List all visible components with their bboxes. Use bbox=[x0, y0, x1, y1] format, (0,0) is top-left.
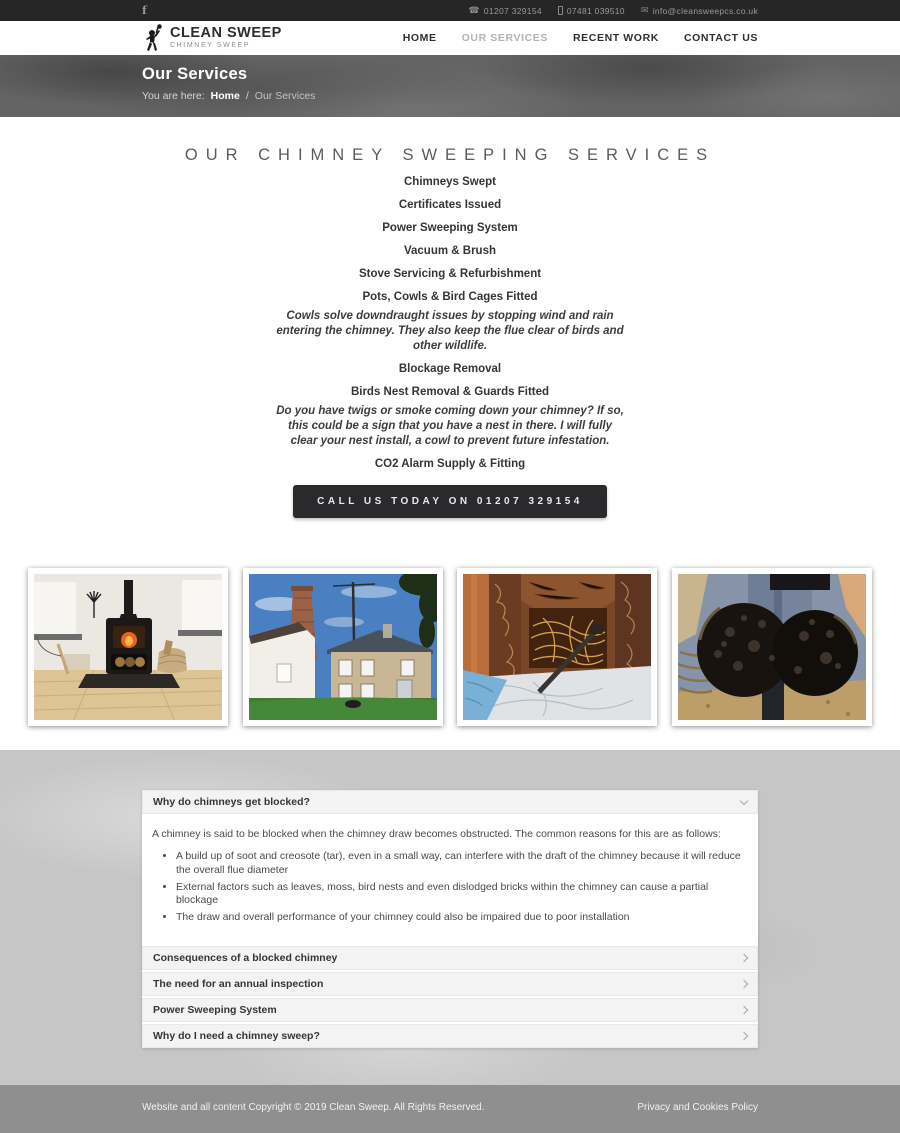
facebook-icon[interactable]: f bbox=[142, 4, 147, 17]
accordion-label: Consequences of a blocked chimney bbox=[153, 952, 338, 964]
service-item: Pots, Cowls & Bird Cages Fitted bbox=[362, 291, 538, 303]
accordion-body bbox=[142, 814, 758, 944]
accordion-header-power-sweeping[interactable] bbox=[142, 998, 758, 1022]
faq-accordion bbox=[142, 790, 758, 1048]
accordion-header-why-sweep[interactable] bbox=[142, 1024, 758, 1048]
phone-link[interactable] bbox=[468, 6, 541, 16]
nav-item-home[interactable]: HOME bbox=[402, 32, 437, 44]
service-item: Birds Nest Removal & Guards Fitted bbox=[350, 386, 550, 398]
service-item: Power Sweeping System bbox=[382, 222, 518, 234]
copyright-text: Website and all content Copyright © 2019 Clean Sweep. All Rights Reserved. bbox=[142, 1102, 485, 1113]
nav-item-our-services[interactable]: OUR SERVICES bbox=[461, 32, 548, 44]
gallery-photo-soot-buckets[interactable] bbox=[672, 568, 872, 726]
mobile-icon bbox=[558, 6, 563, 15]
top-contact-bar bbox=[0, 0, 900, 21]
bullet-item: • External factors such as leaves, moss, bird nests and even dislodged bricks within the chimney can cause a partial blockage bbox=[176, 881, 748, 908]
gallery-photo-fireplace-nest[interactable] bbox=[457, 568, 657, 726]
accordion-header-consequences[interactable] bbox=[142, 946, 758, 970]
chevron-right-icon bbox=[740, 980, 748, 988]
privacy-policy-link[interactable]: Privacy and Cookies Policy bbox=[637, 1102, 758, 1113]
nav-menu bbox=[403, 32, 758, 44]
email-link[interactable] bbox=[641, 6, 758, 16]
chimney-sweep-figure-icon bbox=[142, 24, 164, 52]
accordion-bullet-list bbox=[176, 850, 748, 925]
chevron-right-icon bbox=[740, 954, 748, 962]
accordion-label: The need for an annual inspection bbox=[153, 978, 324, 990]
main-navbar bbox=[0, 21, 900, 55]
accordion-header-why-blocked[interactable] bbox=[142, 790, 758, 814]
breadcrumb-separator: / bbox=[245, 90, 249, 102]
faq-section bbox=[0, 750, 900, 1085]
breadcrumb-prefix: You are here: bbox=[142, 90, 205, 102]
nav-item-recent-work[interactable]: RECENT WORK bbox=[573, 32, 659, 44]
service-item: CO2 Alarm Supply & Fitting bbox=[374, 458, 526, 470]
accordion-label: Power Sweeping System bbox=[153, 1004, 277, 1016]
phone-number: 01207 329154 bbox=[483, 5, 542, 16]
service-item: Certificates Issued bbox=[398, 199, 502, 211]
breadcrumb-home-link[interactable]: Home bbox=[210, 90, 240, 102]
service-description: Cowls solve downdraught issues by stopping wind and rain entering the chimney. They also keep the flue clear of birds and other wildlife. bbox=[276, 310, 624, 352]
page-header-hero bbox=[0, 55, 900, 117]
phone-icon: ☎ bbox=[468, 5, 480, 15]
service-item: Blockage Removal bbox=[398, 363, 502, 375]
service-item: Chimneys Swept bbox=[403, 176, 497, 188]
breadcrumb-current: Our Services bbox=[254, 90, 316, 102]
page-title: Our Services bbox=[142, 65, 248, 83]
accordion-label: Why do chimneys get blocked? bbox=[153, 796, 310, 808]
services-section bbox=[0, 117, 900, 540]
mobile-link[interactable] bbox=[558, 6, 625, 16]
gallery-photo-house-chimney[interactable] bbox=[243, 568, 443, 726]
chevron-right-icon bbox=[740, 1032, 748, 1040]
gallery-photo-wood-stove[interactable] bbox=[28, 568, 228, 726]
service-item: Vacuum & Brush bbox=[403, 245, 497, 257]
bullet-item: • A build up of soot and creosote (tar), even in a small way, can interfere with the draft of the chimney because it will reduce the overall flue diameter bbox=[176, 850, 748, 877]
brand-tagline: CHIMNEY SWEEP bbox=[170, 42, 251, 49]
accordion-header-annual-inspection[interactable] bbox=[142, 972, 758, 996]
call-us-cta-button[interactable]: CALL US TODAY ON 01207 329154 bbox=[293, 485, 607, 518]
services-heading: OUR CHIMNEY SWEEPING SERVICES bbox=[184, 146, 716, 164]
nav-item-contact-us[interactable]: CONTACT US bbox=[683, 32, 758, 44]
email-address: info@cleansweepcs.co.uk bbox=[652, 5, 758, 16]
gallery-section bbox=[0, 540, 900, 750]
mobile-number: 07481 039510 bbox=[566, 5, 625, 16]
email-icon: ✉ bbox=[640, 5, 649, 15]
service-item: Stove Servicing & Refurbishment bbox=[358, 268, 542, 280]
site-footer bbox=[0, 1085, 900, 1133]
accordion-label: Why do I need a chimney sweep? bbox=[153, 1030, 320, 1042]
bullet-item: • The draw and overall performance of your chimney could also be impaired due to poor installation bbox=[176, 911, 748, 925]
chevron-right-icon bbox=[740, 1006, 748, 1014]
breadcrumb bbox=[142, 90, 758, 102]
service-description: Do you have twigs or smoke coming down your chimney? If so, this could be a sign that you have a nest in there. I will fully clear your nest install, a cowl to prevent future infestation. bbox=[276, 405, 624, 447]
accordion-intro-text: A chimney is said to be blocked when the chimney draw becomes obstructed. The common reasons for this are as follows: bbox=[152, 828, 721, 840]
chevron-down-icon bbox=[740, 796, 748, 804]
brand-logo[interactable] bbox=[142, 24, 282, 52]
brand-name: CLEAN SWEEP bbox=[170, 25, 282, 41]
